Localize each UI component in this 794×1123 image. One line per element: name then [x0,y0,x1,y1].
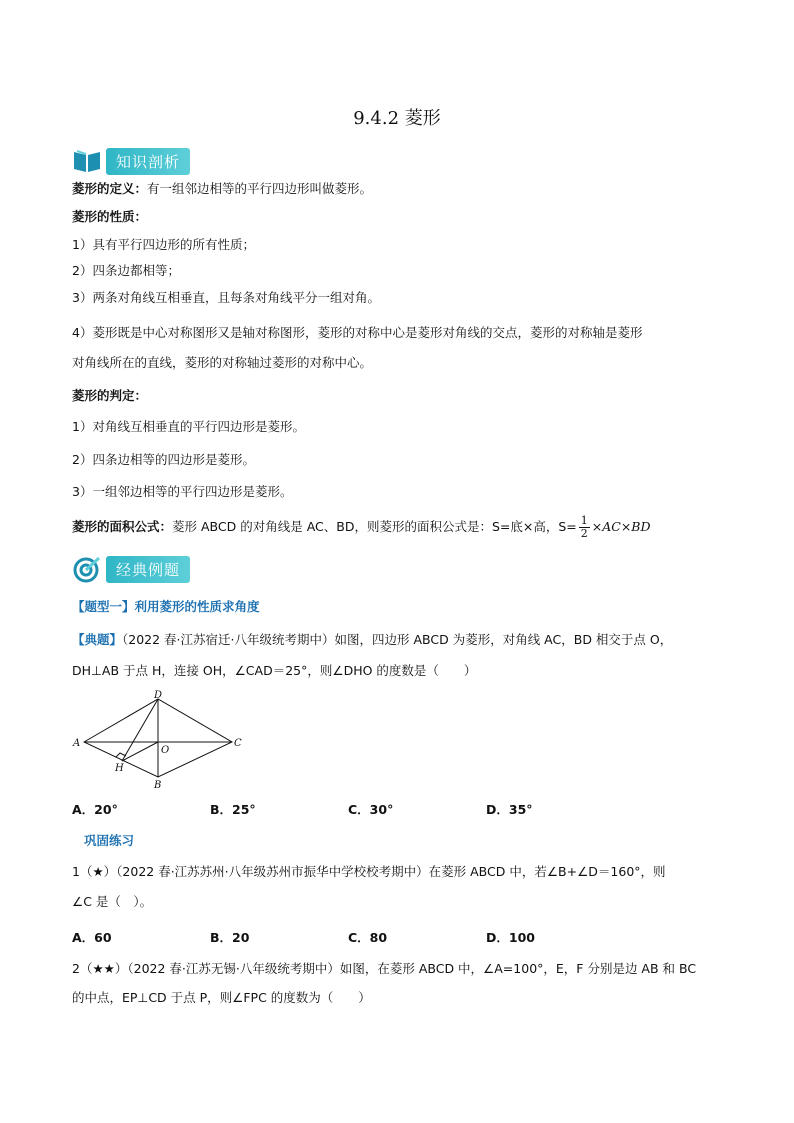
q1-line1: 1（★）（2022 春·江苏苏州·八年级苏州市振华中学校校考期中）在菱形 ABCD 中，若∠B+∠D＝160°，则 [72,864,666,879]
criteria-label: 菱形的判定： [72,388,148,403]
example-option-c[interactable]: C．30° [348,802,394,817]
q1-line2: ∠C 是（ ）。 [72,894,153,909]
example-line1-text: （2022 春·江苏宿迁·八年级统考期中）如图，四边形 ABCD 为菱形，对角线 AC，BD 相交于点 O， [122,632,673,647]
criteria-item: 1）对角线互相垂直的平行四边形是菱形。 [72,419,305,434]
criteria-item: 2）四条边相等的四边形是菱形。 [72,452,255,467]
practice-heading: 巩固练习 [84,833,135,848]
area-label: 菱形的面积公式： [72,519,173,534]
example-option-a[interactable]: A．20° [72,802,118,817]
example-tag: 【典题】 [72,632,123,647]
property-item: 对角线所在的直线，菱形的对称轴过菱形的对称中心。 [72,355,373,370]
target-icon [72,555,102,583]
rhombus-figure [70,690,250,790]
area-formula [72,514,651,540]
q1-option-d[interactable]: D．100 [486,930,535,945]
page-title: 9.4.2 菱形 [353,108,441,129]
q2-line2: 的中点，EP⊥CD 于点 P，则∠FPC 的度数为（ ） [72,990,371,1005]
examples-banner-label: 经典例题 [106,556,190,583]
definition-text: 有一组邻边相等的平行四边形叫做菱形。 [147,181,373,196]
q1-option-c[interactable]: C．80 [348,930,388,945]
example-option-d[interactable]: D．35° [486,802,533,817]
property-item: 2）四条边都相等； [72,263,180,278]
knowledge-banner [72,146,190,176]
definition [72,180,372,198]
criteria-item: 3）一组邻边相等的平行四边形是菱形。 [72,484,293,499]
area-text: 菱形 ABCD 的对角线是 AC、BD，则菱形的面积公式是：S=底×高，S= [172,519,577,534]
definition-label: 菱形的定义： [72,181,148,196]
q1-option-b[interactable]: B．20 [210,930,250,945]
knowledge-banner-label: 知识剖析 [106,148,190,175]
fraction [579,515,590,540]
fraction-denominator: 2 [580,527,588,540]
example-line1 [72,631,672,649]
point-d-label: D [154,690,163,701]
q1-option-a[interactable]: A．60 [72,930,112,945]
type1-heading: 【题型一】利用菱形的性质求角度 [72,599,260,614]
example-option-b[interactable]: B．25° [210,802,256,817]
fraction-numerator: 1 [580,514,588,527]
area-tail: ×AC×BD [591,519,651,534]
properties-label: 菱形的性质： [72,209,148,224]
point-a-label: A [73,738,81,749]
point-o-label: O [161,745,170,756]
point-h-label: H [115,763,124,774]
property-item: 4）菱形既是中心对称图形又是轴对称图形，菱形的对称中心是菱形对角线的交点，菱形的对称轴是菱形 [72,325,643,340]
book-icon [72,148,102,174]
property-item: 3）两条对角线互相垂直，且每条对角线平分一组对角。 [72,290,380,305]
examples-banner [72,554,190,584]
example-line2: DH⊥AB 于点 H，连接 OH，∠CAD＝25°，则∠DHO 的度数是（ ） [72,663,477,678]
property-item: 1）具有平行四边形的所有性质； [72,237,255,252]
point-b-label: B [154,780,162,790]
point-c-label: C [234,738,242,749]
q2-line1: 2（★★）（2022 春·江苏无锡·八年级统考期中）如图，在菱形 ABCD 中，∠A=100°，E，F 分别是边 AB 和 BC [72,961,697,976]
